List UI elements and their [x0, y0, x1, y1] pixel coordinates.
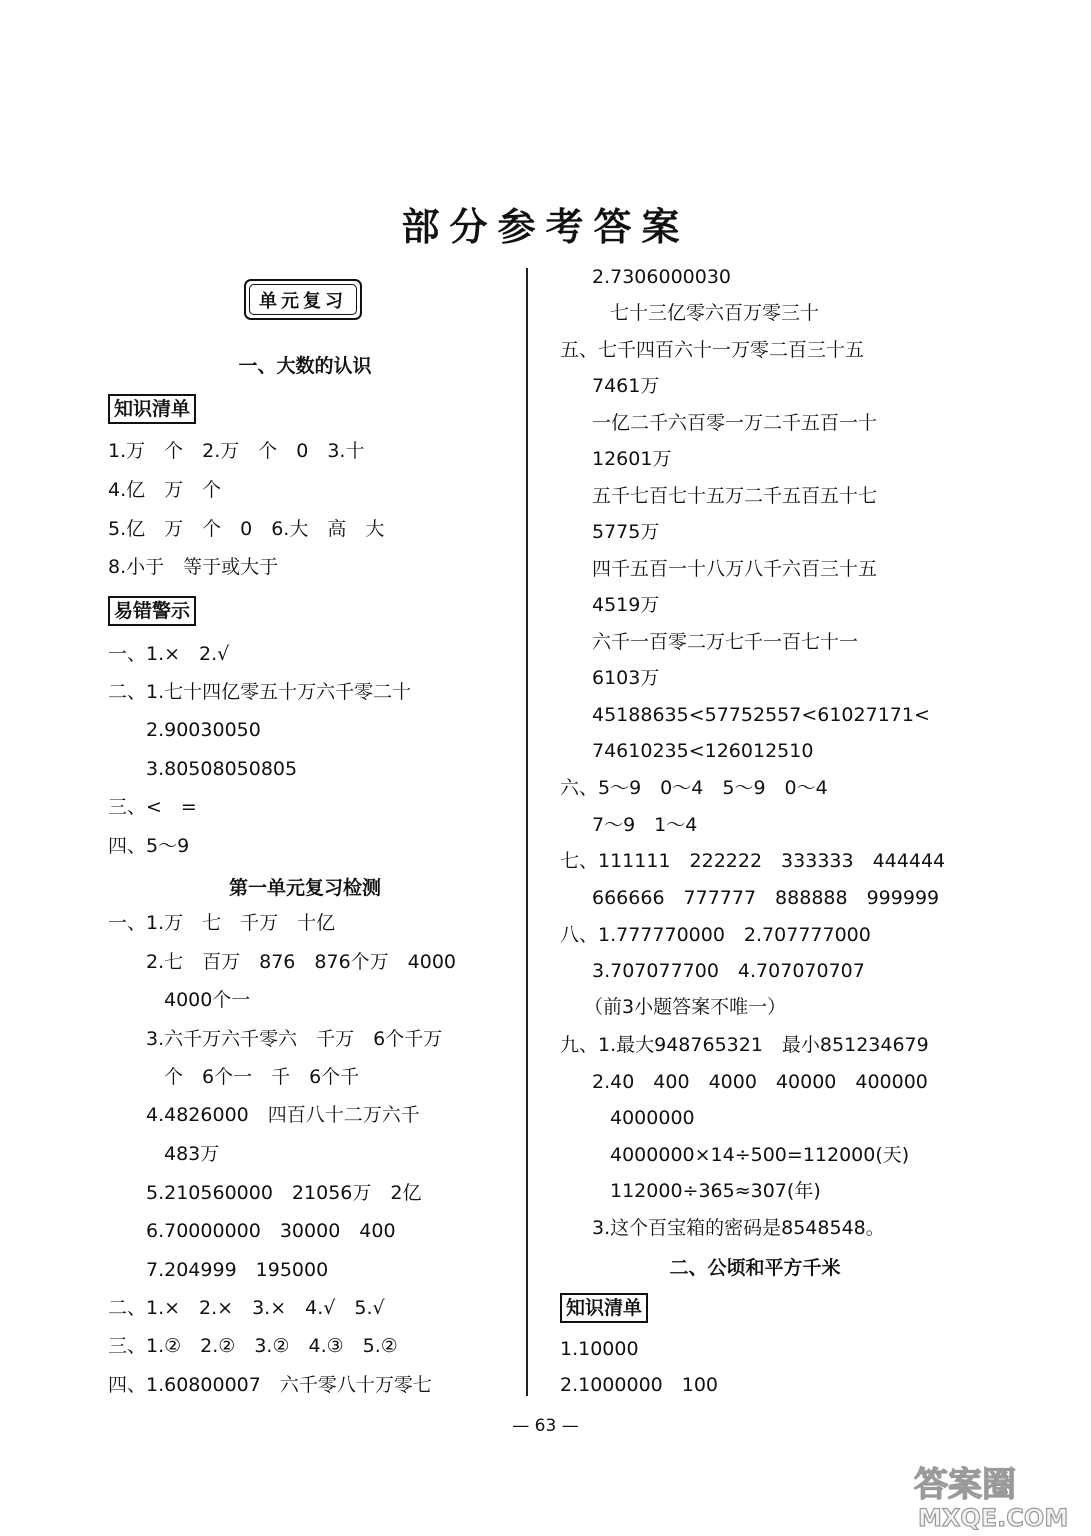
answer-line: 2.七 百万 876 876个万 4000 [146, 951, 457, 973]
answer-line: 5775万 [592, 521, 660, 543]
answer-line: 4519万 [592, 594, 660, 616]
answer-line: 7461万 [592, 375, 660, 397]
answer-line: 一亿二千六百零一万二千五百一十 [592, 412, 878, 434]
answer-line: 七、111111 222222 333333 444444 [560, 850, 946, 872]
answer-line: 1.10000 [560, 1338, 639, 1360]
answer-line: 4.亿 万 个 [108, 479, 222, 501]
answer-line: 一、1.万 七 千万 十亿 [108, 912, 336, 934]
watermark-text: 答案圈 [914, 1465, 1016, 1505]
answer-line: 六、5～9 0～4 5～9 0～4 [560, 777, 828, 799]
answer-line: 6103万 [592, 667, 660, 689]
answer-line: 4000000 [610, 1107, 695, 1129]
answer-line: 3.80508050805 [146, 758, 298, 780]
answer-line: 四、1.60800007 六千零八十万零七 [108, 1374, 432, 1396]
answer-line: 四千五百一十八万八千六百三十五 [592, 558, 878, 580]
answer-line: 8.小于 等于或大于 [108, 556, 279, 578]
unit-review-box: 单元复习 [244, 279, 362, 320]
answer-line: 2.90030050 [146, 719, 261, 741]
answer-line: 二、1.× 2.× 3.× 4.√ 5.√ [108, 1297, 385, 1319]
answer-line: 三、1.② 2.② 3.② 4.③ 5.② [108, 1335, 398, 1357]
answer-line: 666666 777777 888888 999999 [592, 887, 940, 909]
watermark-logo [910, 1460, 1086, 1530]
watermark-url: MXQE.COM [918, 1504, 1069, 1530]
answer-line: 九、1.最大948765321 最小851234679 [560, 1034, 929, 1056]
answer-line: 74610235<126012510 [592, 740, 814, 762]
answer-line: 3.这个百宝箱的密码是8548548。 [592, 1217, 885, 1239]
answer-line: 112000÷365≈307(年) [610, 1180, 821, 1202]
answer-line: 1.万 个 2.万 个 0 3.十 [108, 440, 365, 462]
answer-line: 2.7306000030 [592, 266, 732, 288]
answer-line: 4.4826000 四百八十二万六千 [146, 1104, 420, 1126]
answer-line: 7.204999 195000 [146, 1259, 329, 1281]
section-heading-large-numbers: 一、大数的认识 [238, 355, 372, 377]
page-number: — 63 — [512, 1416, 579, 1436]
section-heading-unit-test: 第一单元复习检测 [228, 877, 381, 899]
tag-common-mistakes: 易错警示 [108, 596, 196, 626]
answer-line: 五、七千四百六十一万零二百三十五 [560, 339, 865, 361]
answer-line: 3.707077700 4.707070707 [592, 960, 865, 982]
tag-knowledge-list: 知识清单 [108, 394, 196, 424]
section-heading-hectare: 二、公顷和平方千米 [669, 1257, 841, 1279]
answer-line: （前3小题答案不唯一） [584, 996, 787, 1018]
answer-line: 6.70000000 30000 400 [146, 1220, 396, 1242]
answer-line: 5.亿 万 个 0 6.大 高 大 [108, 518, 385, 540]
answer-line: 3.六千万六千零六 千万 6个千万 [146, 1028, 443, 1050]
answer-line: 三、< = [108, 796, 197, 818]
answer-line: 五千七百七十五万二千五百五十七 [592, 485, 878, 507]
answer-line: 4000000×14÷500=112000(天) [610, 1144, 910, 1166]
answer-line: 45188635<57752557<61027171< [592, 704, 930, 726]
page-title: 部分参考答案 [401, 204, 690, 249]
answer-line: 12601万 [592, 448, 672, 470]
answer-line: 7～9 1～4 [592, 814, 698, 836]
column-divider [526, 268, 528, 1396]
answer-line: 六千一百零二万七千一百七十一 [592, 631, 859, 653]
answer-line: 八、1.777770000 2.707777000 [560, 924, 871, 946]
answer-line: 一、1.× 2.√ [108, 643, 230, 665]
answer-line: 四、5～9 [108, 835, 190, 857]
answer-line: 2.1000000 100 [560, 1374, 719, 1396]
answer-line: 七十三亿零六百万零三十 [610, 302, 820, 324]
answer-line: 483万 [164, 1143, 220, 1165]
answer-line: 个 6个一 千 6个千 [164, 1066, 360, 1088]
answer-line: 5.210560000 21056万 2亿 [146, 1182, 422, 1204]
tag-knowledge-list-2: 知识清单 [560, 1293, 648, 1323]
answer-line: 2.40 400 4000 40000 400000 [592, 1071, 928, 1093]
answer-line: 4000个一 [164, 989, 251, 1011]
answer-line: 二、1.七十四亿零五十万六千零二十 [108, 681, 412, 703]
